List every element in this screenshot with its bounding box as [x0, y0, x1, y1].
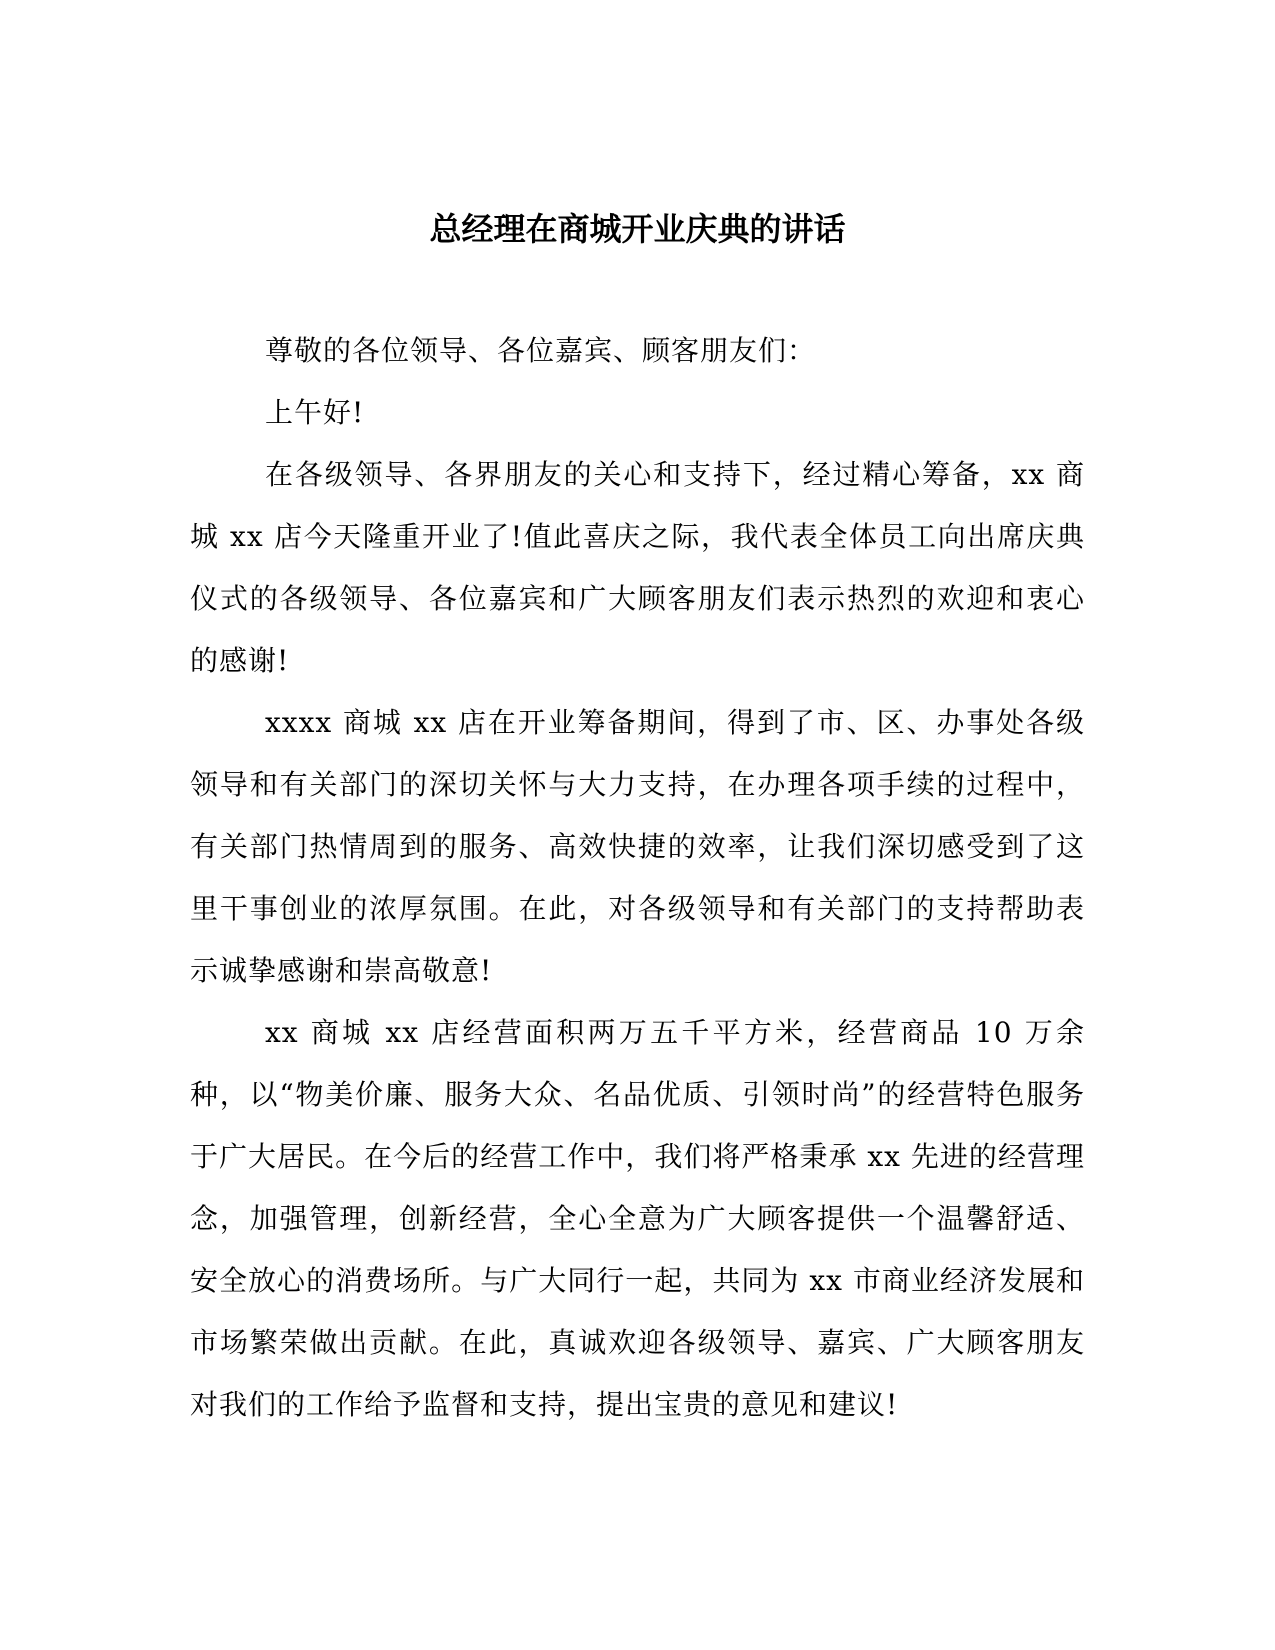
document-title: 总经理在商城开业庆典的讲话 — [429, 210, 846, 248]
paragraph-salutation: 尊敬的各位领导、各位嘉宾、顾客朋友们： — [265, 334, 817, 367]
paragraph-business-introduction: xx 商城 xx 店经营面积两万五千平方米，经营商品 10 万余种，以“物美价廉、服务大众、名品优质、引领时尚”的经营特色服务于广大居民。在今后的经营工作中，我们将严格秉承 xx 先进的经营理念，加强管理，创新经营，全心全意为广大顾客提供一个温馨舒适、安全放心的消费场所。与广大同行一起，共同为 xx 市商业经济发展和市场繁荣做出贡献。在此，真诚欢迎各级领导、嘉宾、广大顾客朋友对我们的工作给予监督和支持，提出宝贵的意见和建议! — [190, 1016, 1085, 1421]
paragraph-thanks-to-leaders: xxxx 商城 xx 店在开业筹备期间，得到了市、区、办事处各级领导和有关部门的深切关怀与大力支持，在办理各项手续的过程中，有关部门热情周到的服务、高效快捷的效率，让我们深切感受到了这里干事创业的浓厚氛围。在此，对各级领导和有关部门的支持帮助表示诚挚感谢和崇高敬意! — [190, 706, 1085, 987]
document-text-block — [190, 0, 1085, 1436]
paragraph-greeting: 上午好! — [265, 396, 365, 429]
document-body — [190, 320, 1085, 1436]
paragraph-opening-announcement: 在各级领导、各界朋友的关心和支持下，经过精心筹备，xx 商城 xx 店今天隆重开业了!值此喜庆之际，我代表全体员工向出席庆典仪式的各级领导、各位嘉宾和广大顾客朋友们表示热烈的欢迎和衷心的感谢! — [190, 458, 1085, 677]
